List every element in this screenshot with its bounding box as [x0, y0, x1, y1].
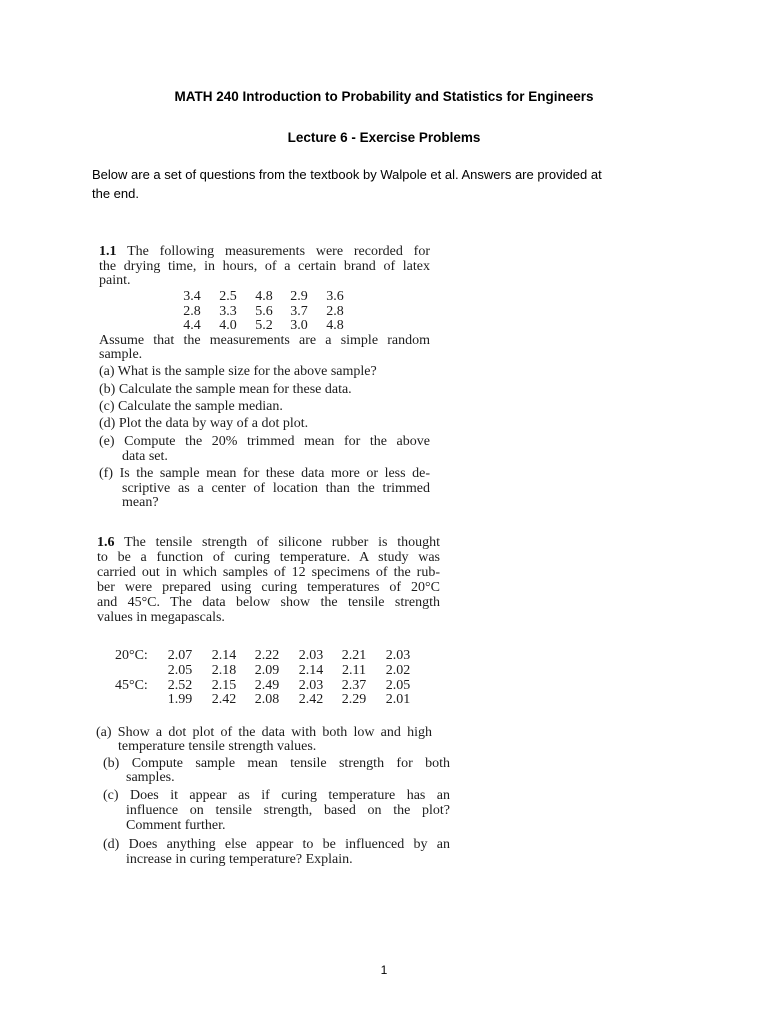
part-text: Compute sample mean tensile strength for both [131, 756, 450, 771]
data-cell: 3.3 [219, 304, 237, 319]
part-text: Calculate the sample mean for these data. [118, 382, 352, 397]
data-cell: 2.03 [385, 648, 411, 663]
data-cell: 4.8 [326, 318, 344, 333]
part-label: (b) [103, 756, 120, 771]
data-cell: 2.03 [298, 678, 324, 693]
data-cell: 5.6 [255, 304, 273, 319]
statement-text: The tensile strength of silicone rubber is thought [124, 535, 440, 550]
data-cell: 3.7 [290, 304, 308, 319]
row-label: 20°C: [115, 648, 148, 663]
statement-line: carried out in which samples of 12 specimens of the rub- [97, 565, 440, 580]
part-e [99, 434, 430, 450]
part-label: (a) [99, 364, 115, 379]
part-text: What is the sample size for the above sample? [117, 364, 377, 379]
data-cell: 2.8 [326, 304, 344, 319]
part-label: (c) [103, 788, 119, 803]
problem-number: 1.1 [99, 244, 117, 259]
data-cell: 3.6 [326, 289, 344, 304]
part-b [99, 382, 352, 398]
part-text: Is the sample mean for these data more or less de- [119, 466, 430, 481]
statement-line: to be a function of curing temperature. A study was [97, 550, 440, 565]
intro-line: the end. [92, 186, 139, 201]
part-f-continuation: scriptive as a center of location than the trimmed [122, 481, 430, 496]
part-d-continuation: increase in curing temperature? Explain. [126, 852, 353, 867]
data-cell: 2.14 [298, 663, 324, 678]
statement-line: paint. [99, 273, 131, 288]
part-b-continuation: samples. [126, 770, 175, 785]
data-cell: 2.42 [298, 692, 324, 707]
statement-line [99, 244, 430, 260]
part-f-continuation: mean? [122, 495, 159, 510]
statement-line: ber were prepared using curing temperatures of 20°C [97, 580, 440, 595]
page-subtitle: Lecture 6 - Exercise Problems [287, 130, 481, 145]
data-cell: 2.29 [341, 692, 367, 707]
part-text: Compute the 20% trimmed mean for the above [124, 434, 430, 449]
data-cell: 4.8 [255, 289, 273, 304]
part-f [99, 466, 430, 482]
part-label: (c) [99, 399, 115, 414]
part-d [99, 416, 308, 432]
intro-line: Below are a set of questions from the textbook by Walpole et al. Answers are provided at [92, 167, 602, 182]
data-cell: 2.37 [341, 678, 367, 693]
data-cell: 2.42 [211, 692, 237, 707]
part-e-continuation: data set. [122, 449, 168, 464]
part-text: Plot the data by way of a dot plot. [118, 416, 309, 431]
data-cell: 4.4 [183, 318, 201, 333]
statement-line: and 45°C. The data below show the tensile strength [97, 595, 440, 610]
data-cell: 2.52 [167, 678, 193, 693]
part-text: Show a dot plot of the data with both low and high [117, 725, 433, 740]
data-cell: 5.2 [255, 318, 273, 333]
data-cell: 2.21 [341, 648, 367, 663]
part-c-continuation: influence on tensile strength, based on the plot? [126, 803, 450, 818]
data-cell: 2.18 [211, 663, 237, 678]
part-c-continuation: Comment further. [126, 818, 226, 833]
part-a [99, 364, 377, 380]
data-cell: 2.15 [211, 678, 237, 693]
part-label: (d) [99, 416, 116, 431]
part-label: (e) [99, 434, 115, 449]
data-cell: 3.4 [183, 289, 201, 304]
problem-number: 1.6 [97, 535, 115, 550]
data-cell: 2.05 [167, 663, 193, 678]
part-c [99, 399, 283, 415]
assumption-line: Assume that the measurements are a simple random [99, 333, 430, 348]
part-label: (d) [103, 837, 120, 852]
assumption-line: sample. [99, 347, 143, 362]
page-number: 1 [380, 963, 388, 977]
data-cell: 2.08 [254, 692, 280, 707]
statement-line: values in megapascals. [97, 610, 225, 625]
part-text: Does it appear as if curing temperature has an [129, 788, 451, 803]
part-a-continuation: temperature tensile strength values. [118, 739, 317, 754]
data-cell: 2.02 [385, 663, 411, 678]
part-label: (a) [96, 725, 112, 740]
data-cell: 1.99 [167, 692, 193, 707]
data-cell: 2.07 [167, 648, 193, 663]
data-cell: 2.5 [219, 289, 237, 304]
statement-text: The following measurements were recorded for [127, 244, 430, 259]
part-text: Calculate the sample median. [118, 399, 283, 414]
row-label: 45°C: [115, 678, 148, 693]
data-cell: 2.11 [342, 663, 366, 678]
part-d [103, 837, 450, 853]
statement-line [97, 535, 440, 551]
part-label: (f) [99, 466, 113, 481]
part-c [103, 788, 450, 804]
data-cell: 2.09 [254, 663, 280, 678]
data-cell: 2.05 [385, 678, 411, 693]
data-cell: 2.49 [254, 678, 280, 693]
data-cell: 3.0 [290, 318, 308, 333]
page-title: MATH 240 Introduction to Probability and Statistics for Engineers [174, 89, 594, 104]
part-text: Does anything else appear to be influenced by an [128, 837, 450, 852]
data-cell: 2.8 [183, 304, 201, 319]
statement-line: the drying time, in hours, of a certain brand of latex [99, 259, 430, 274]
data-cell: 2.22 [254, 648, 280, 663]
data-cell: 4.0 [219, 318, 237, 333]
part-label: (b) [99, 382, 116, 397]
data-cell: 2.01 [385, 692, 411, 707]
data-cell: 2.03 [298, 648, 324, 663]
data-cell: 2.14 [211, 648, 237, 663]
data-cell: 2.9 [290, 289, 308, 304]
